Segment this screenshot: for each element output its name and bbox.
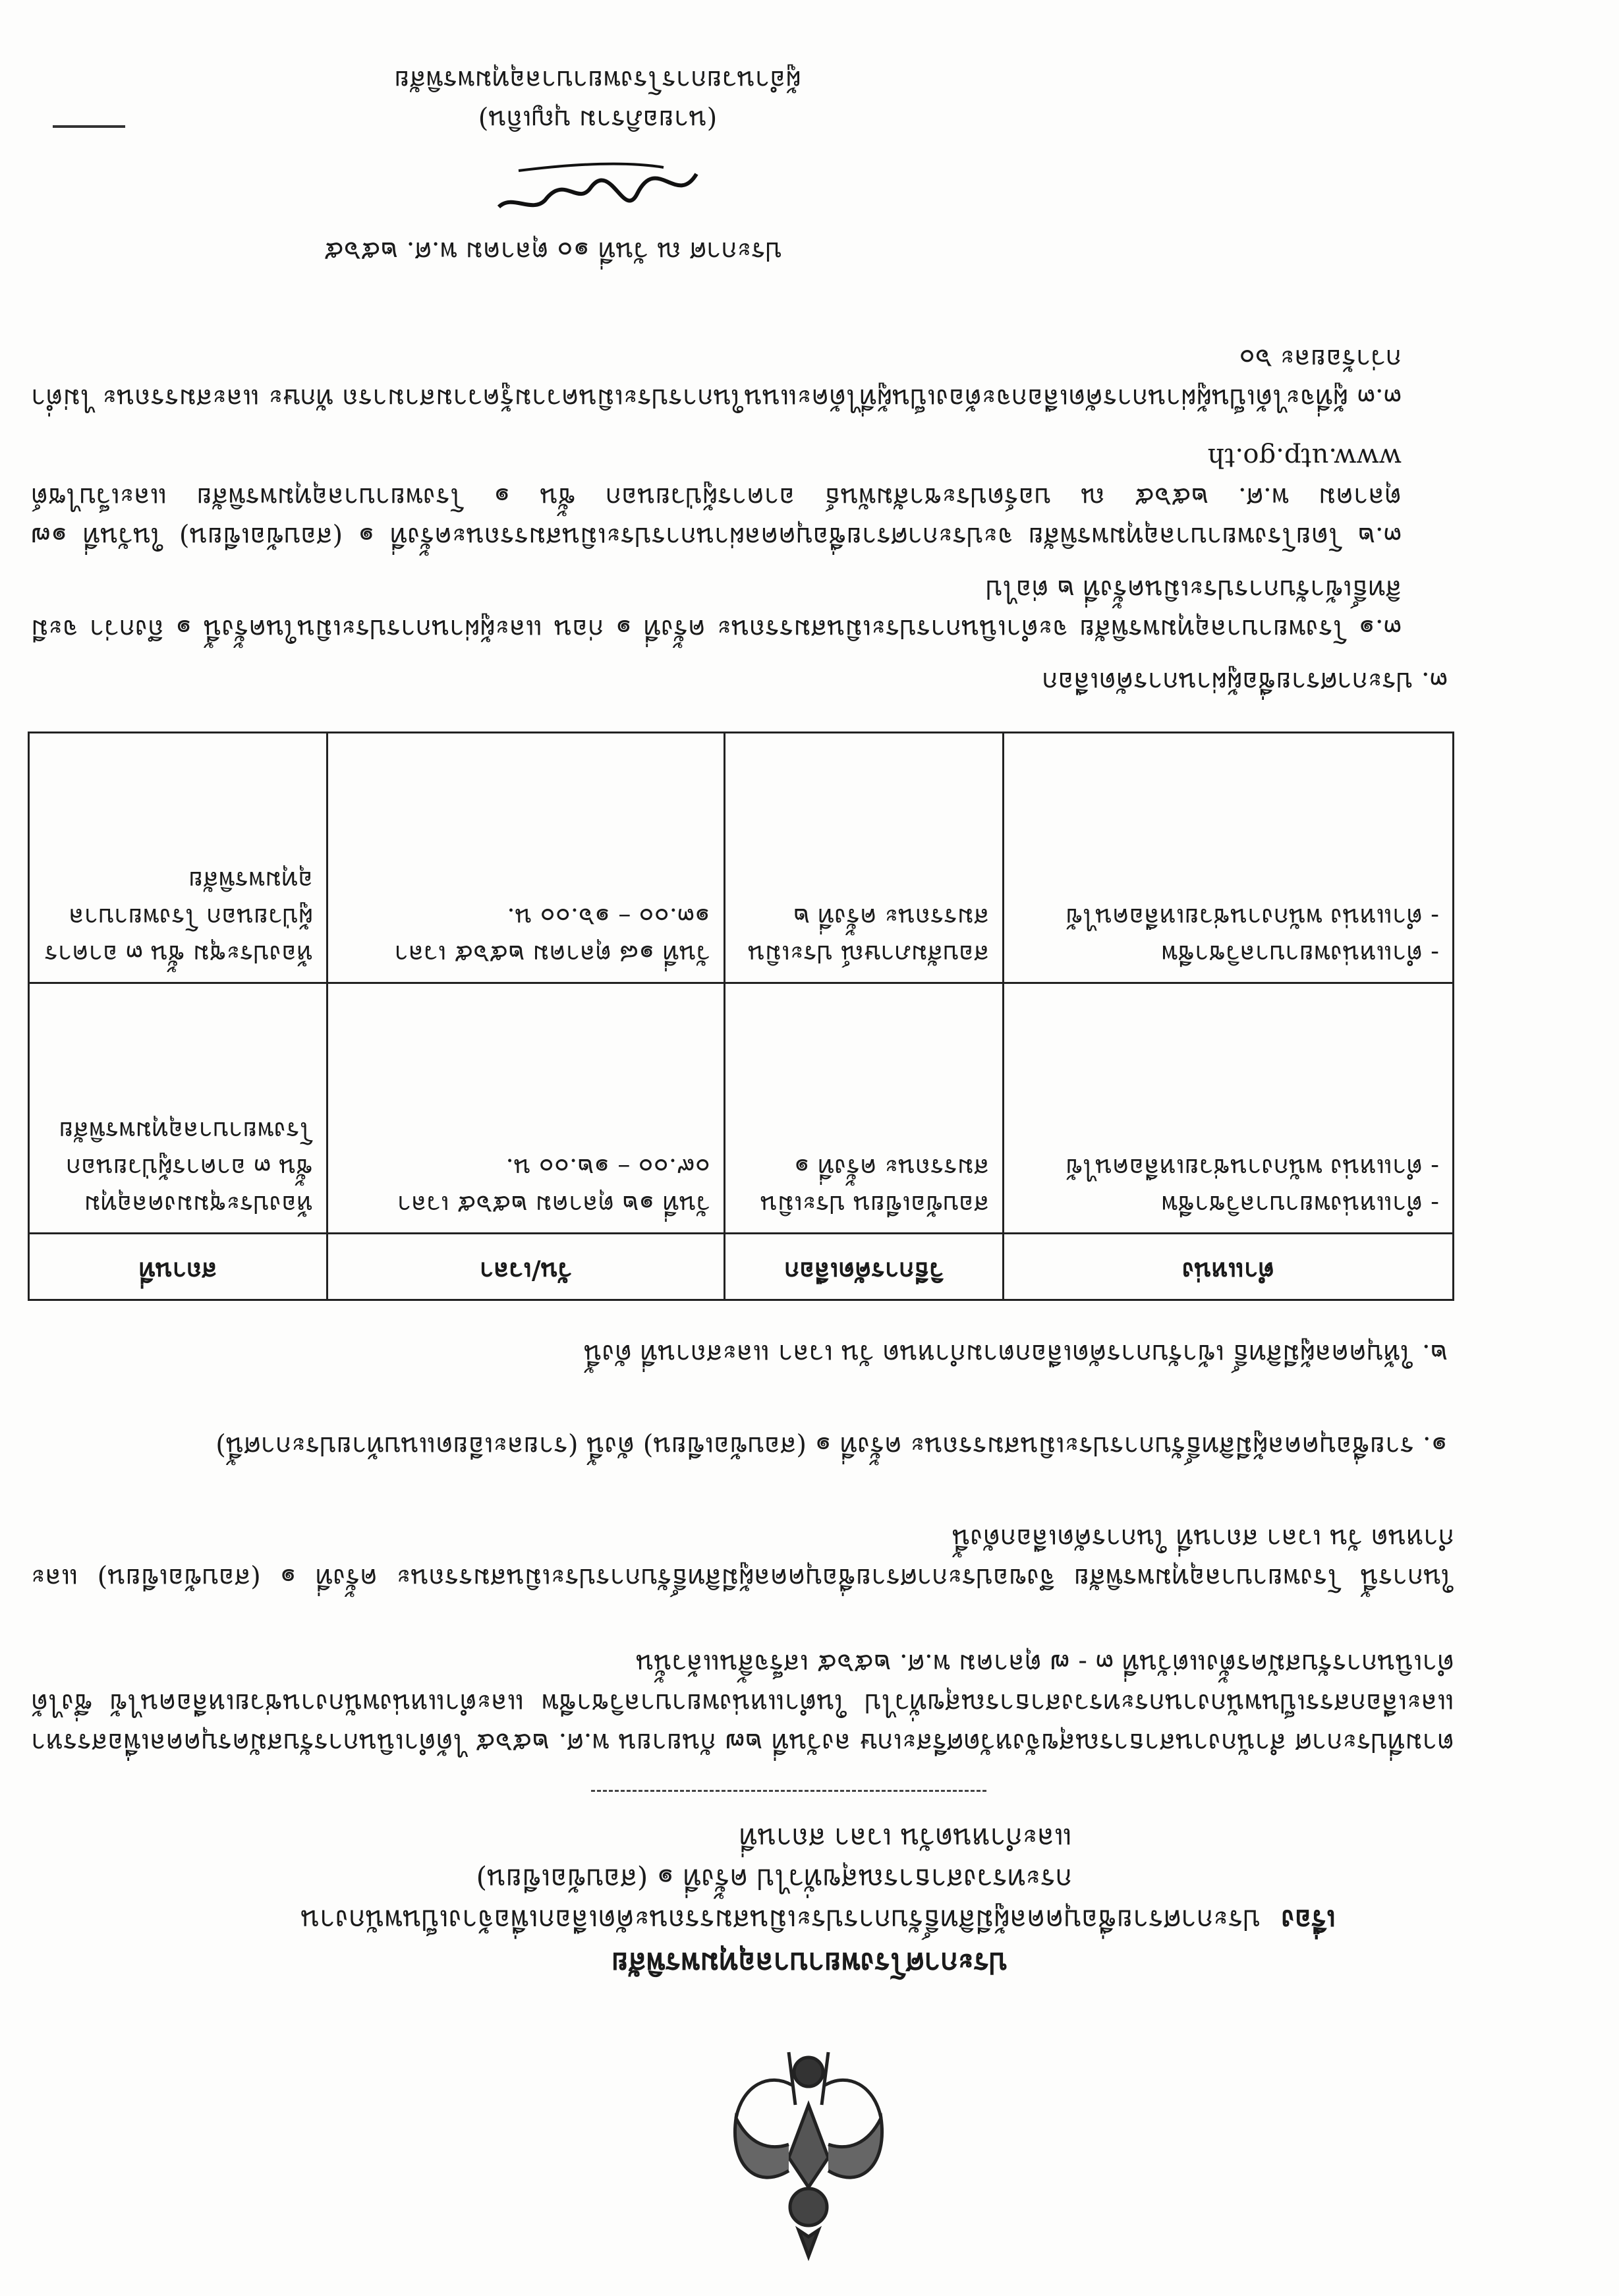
section-3-heading: ๓. ประกาศรายชื่อผู้ผ่านการคัดเลือก [1042,666,1448,697]
announcement-date: ประกาศ ณ วันที่ ๑๐ ตุลาคม พ.ศ. ๒๕๖๕ [324,236,782,266]
section-3-1: ๓.๑ โรงพยาบาลอุทุมพรพิสัย จะดำเนินการประเมินสมรรถนะ ครั้งที่ ๑ ก่อน และผู้ผ่านการประเมินในครั้งนี้ ๑ ถึงกว่า จะมีสิทธิ์เข้ารับการประเมินครั้งที่ ๒ ต่อไป [31,574,1402,644]
subject-line-2: กระทรวงสาธารณสุขทั่วไป ครั้งที่ ๑ (สอบข้อเขียน) [476,1863,1072,1895]
section-3-3: ๓.๓ ผู้ที่จะได้เป็นผู้ผ่านการคัดเลือกจะต้องเป็นผู้ที่ได้คะแนนในการประเมินความรู้ความสามารถ ทักษะ และสมรรถนะ ไม่ต่ำกว่าร้อยละ ๖๐ [31,343,1402,413]
item-2: ๒. ให้บุคคลผู้มีสิทธิ์ เข้ารับการคัดเลือกตามกำหนด วัน เวลา และสถานที่ ดังนี้ [584,1338,1448,1369]
cell-method: สอบข้อเขียน ประเมินสมรรถนะ ครั้งที่ ๑ [725,983,1004,1234]
cell-positions [1004,983,1454,1234]
garuda-emblem-icon [716,2032,901,2270]
position-item: - ตำแหน่ง พนักงานช่วยเหลือคนไข้ [1017,899,1439,936]
subject-block [242,1818,1336,1940]
header-place: สถานที่ [29,1234,327,1300]
signer-name: (นายอภิราม บุญเถิน) [478,104,718,134]
cell-method: สอบสัมภาษณ์ ประเมิน สมรรถนะ ครั้งที่ ๒ [725,733,1004,983]
table-row [29,733,1454,983]
section-3-2: ๓.๒ โดยโรงพยาบาลอุทุมพรพิสัย จะประกาศรายชื่อบุคคลผ่านการประเมินสมรรถนะครั้งที่ ๑ (สอบข้อเขียน) ในวันที่ ๑๗ ตุลาคม พ.ศ. ๒๕๖๕ ณ บอร์ดประชาสัมพันธ์ อาคารผู้ป่วยนอก ชั้น ๑ โรงพยาบาลอุทุมพรพิสัย และเว็บไซต์ www.utp.go.th [31,442,1402,552]
position-item: - ตำแหน่ง พนักงานช่วยเหลือคนไข้ [1017,1149,1439,1186]
position-item: - ตำแหน่งพยาบาลวิชาชีพ [1017,936,1439,973]
signature-image [492,148,703,233]
header-position: ตำแหน่ง [1004,1234,1454,1300]
header-datetime: วัน/เวลา [327,1234,725,1300]
margin-pen-mark [53,125,125,128]
signer-position: ผู้อำนวยการโรงพยาบาลอุทุมพรพิสัย [394,65,801,95]
header-method: วิธีการคัดเลือก [725,1234,1004,1300]
subject-label: เรื่อง [1281,1904,1336,1936]
table-header-row [29,1234,1454,1300]
document-title: ประกาศโรงพยาบาลอุทุมพรพิสัย [611,1946,1008,1980]
schedule-table [28,732,1454,1301]
paragraph-1: ตามที่ประกาศ สำนักงานสาธารณสุขจังหวัดศรีสะเกษ ลงวันที่ ๒๗ กันยายน พ.ศ. ๒๕๖๕ ได้ดำเนินการรับสมัครบุคคลเพื่อสรรหาและเลือกสรรเป็นพนักงานกระทรวงสาธารณสุขทั่วไป ในตำแหน่งพยาบาลวิชาชีพ และตำแหน่งพนักงานช่วยเหลือคนไข้ ซึ่งได้ดำเนินการรับสมัครตั้งแต่วันที่ ๓ - ๗ ตุลาคม พ.ศ. ๒๕๖๕ เสร็จสิ้นแล้วนั้น [31,1648,1454,1758]
dashed-divider [591,1790,986,1792]
cell-positions [1004,733,1454,983]
cell-place: ห้องประชุมมงคลอุทุม ชั้น ๓ อาคารผู้ป่วยนอก โรงพยาบาลอุทุมพรพิสัย [29,983,327,1234]
cell-place: ห้องประชุม ชั้น ๓ อาคารผู้ป่วยนอก โรงพยาบาลอุทุมพรพิสัย [29,733,327,983]
subject-line-3: และกำหนดวัน เวลา สถานที่ [739,1822,1072,1854]
subject-line-1: ประกาศรายชื่อบุคคลผู้มีสิทธิ์รับการประเมินสมรรถนะคัดเลือกเพื่อจ้างเป็นพนักงาน [300,1904,1261,1936]
table-row [29,983,1454,1234]
paragraph-2: ในการนี้ โรงพยาบาลอุทุมพรพิสัย จึงขอประกาศรายชื่อบุคคลผู้มีสิทธิ์รับการประเมินสมรรถนะ ครั้งที่ ๑ (สอบข้อเขียน) และกำหนด วัน เวลา สถานที่ ในการคัดเลือกดังนี้ [31,1523,1454,1593]
cell-datetime: วันที่ ๑๘ ตุลาคม ๒๕๖๕ เวลา ๑๓.๐๐ – ๑๖.๐๐ น. [327,733,725,983]
position-item: - ตำแหน่งพยาบาลวิชาชีพ [1017,1186,1439,1223]
item-1: ๑. รายชื่อบุคคลผู้มีสิทธิ์รับการประเมินสมรรถนะ ครั้งที่ ๑ (สอบข้อเขียน) ดังนี้ (รายละเอียดแนบท้ายประกาศนี้) [215,1431,1448,1461]
cell-datetime: วันที่ ๑๒ ตุลาคม ๒๕๖๕ เวลา ๐๙.๐๐ – ๑๒.๐๐ น. [327,983,725,1234]
